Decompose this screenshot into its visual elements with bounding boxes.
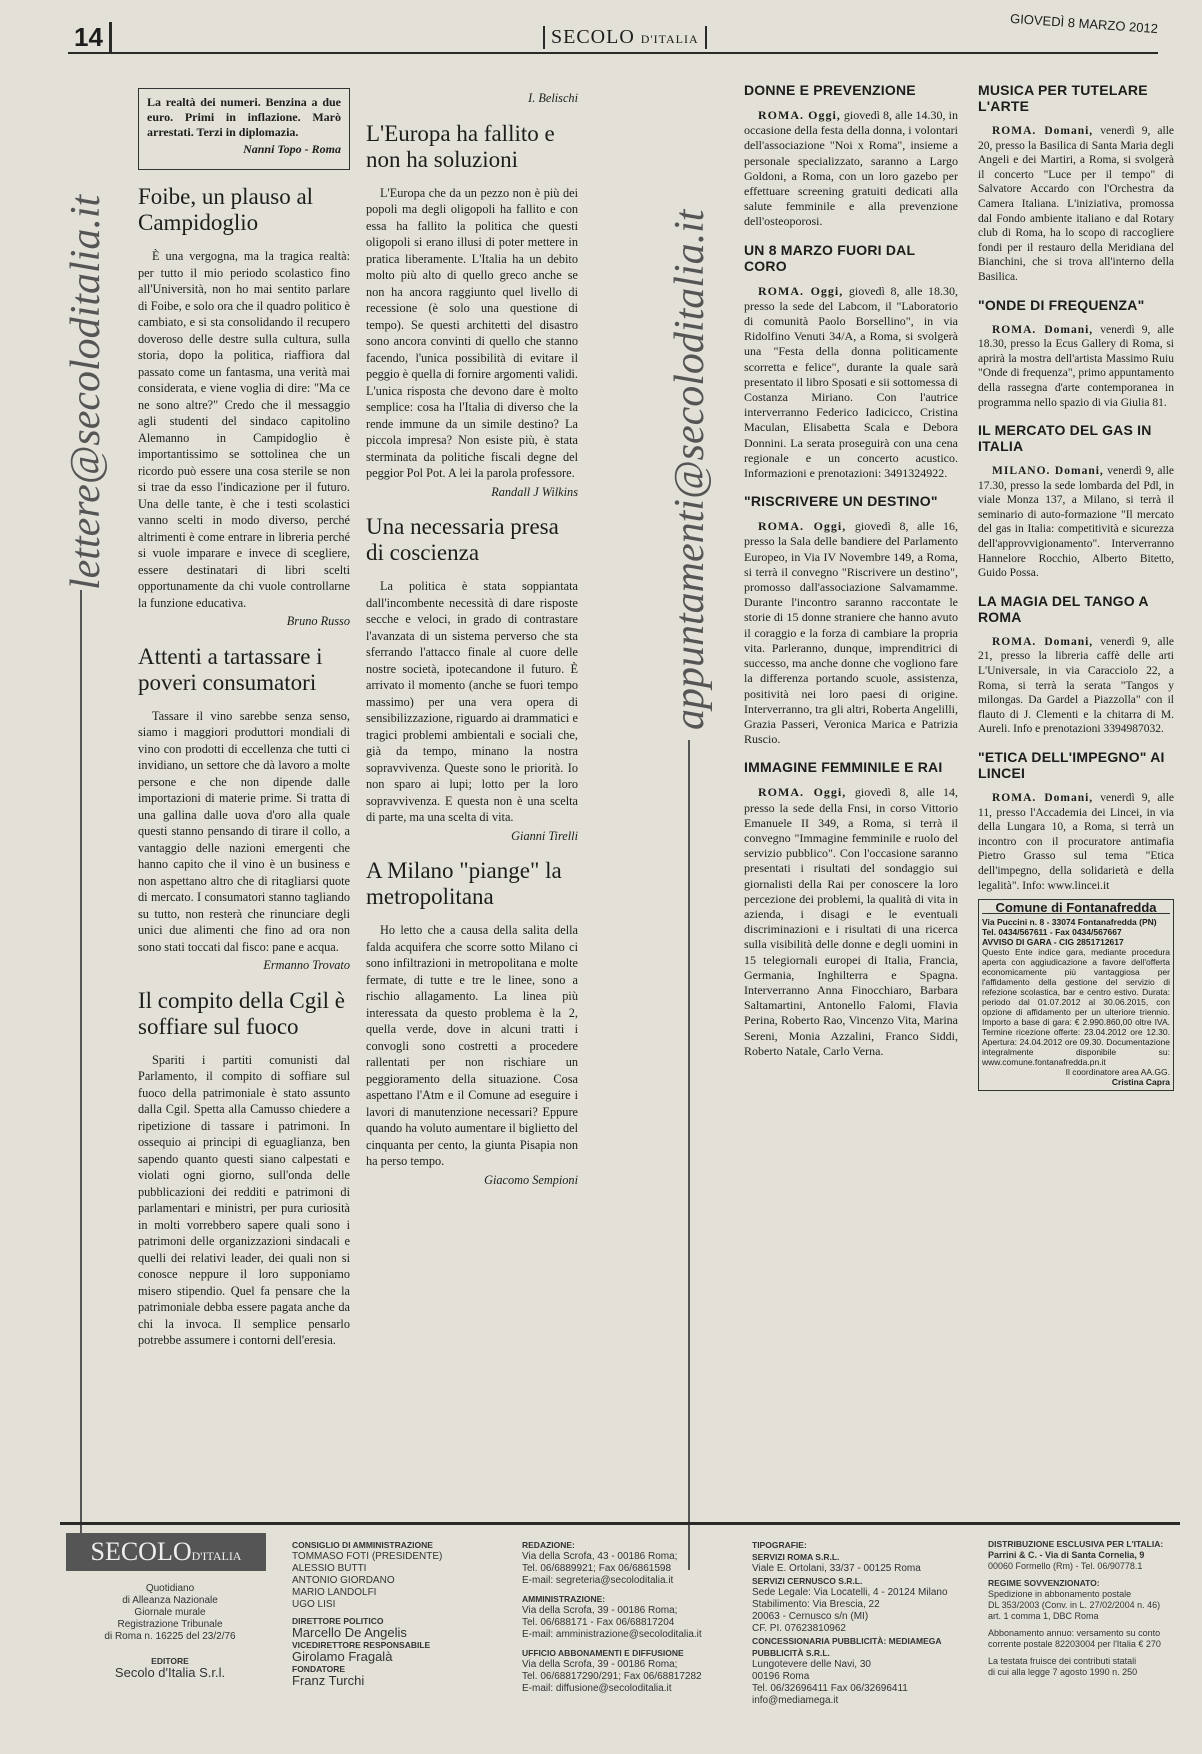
letters-column-1 — [138, 88, 350, 1351]
redazione-label: REDAZIONE: — [522, 1540, 575, 1550]
masthead-line: Giornale murale — [134, 1607, 206, 1618]
letter-body: L'Europa che da un pezzo non è più dei popoli ma degli oligopoli ha fallito e con essa ha fallito la politica che questi oligopoli si erano illusi di poter mettere in pratica liberamente. L'Italia ha un debito molto più alto di quello greco anche se non ha ancora raggiunto quel livello di recessione (è solo una questione di tempo). Se questi architetti del disastro sono ancora convinti di quello che stanno facendo, l'unica possibilità di evitare il peggio è quella di fornire argomenti validi. L'unica risposta che devono dare è molto semplice: cosa ha l'Italia di diverso che la rende immune da un simile destino? La piccola impresa? Non esiste più, è stata sterminata da politiche fiscali degne del peggior Pol Pot. A lei la parola professore. — [366, 185, 578, 480]
ad-phone: Tel. 0434/567611 - Fax 0434/567667 — [982, 927, 1122, 938]
regime-line: Spedizione in abbonamento postale — [988, 1589, 1132, 1599]
letter-article — [366, 858, 578, 1188]
board-info — [292, 1539, 492, 1687]
founder-name: Franz Turchi — [292, 1673, 365, 1688]
quote-box-text: La realtà dei numeri. Benzina a due euro. Primi in inflazione. Marò arrestati. Terzi in diplomazia. — [147, 95, 341, 139]
regime-line: La testata fruisce dei contributi statali — [988, 1656, 1137, 1666]
ad-address: Via Puccini n. 8 - 33074 Fontanafredda (PN) — [982, 917, 1157, 928]
side-rule-right — [688, 740, 690, 1570]
event-item — [744, 242, 958, 482]
contact-line: Tel. 06/688171 - Fax 06/68817204 — [522, 1617, 675, 1628]
regime-line: Abbonamento annuo: versamento su conto — [988, 1628, 1161, 1638]
print-label: TIPOGRAFIE: — [752, 1540, 807, 1550]
printing-info — [752, 1539, 972, 1707]
ad-body: Questo Ente indice gara, mediante procedura aperta con aggiudicazione a favore dell'offerta economicamente più vantaggiosa per l'affidamento della gestione del servizio di refezione scolastica, bar e centro estivo. Durata: periodo dal 01.07.2012 al 30.06.2015, con opzione di affidamento per un ulteriore triennio. Importo a base di gara: € 2.990.860,00 oltre IVA. Termine ricezione offerte: 23.04.2012 ore 12.30. Apertura: 24.04.2012 ore 09.30. Documentazione integralmente disponibile su: www.comune.fontanafredda.pn.it — [982, 947, 1170, 1068]
contact-line[interactable]: E-mail: segreteria@secoloditalia.it — [522, 1575, 674, 1586]
print-line: SERVIZI ROMA S.R.L. — [752, 1552, 840, 1562]
letter-title: Attenti a tartassare i poveri consumatori — [138, 643, 323, 695]
side-email-appointments[interactable]: appuntamenti@secoloditalia.it — [667, 209, 713, 730]
contact-line: Tel. 06/68817290/291; Fax 06/68817282 — [522, 1671, 702, 1682]
board-member: TOMMASO FOTI (PRESIDENTE) — [292, 1551, 443, 1562]
letter-signature: I. Belischi — [528, 91, 578, 105]
contact-line: Via della Scrofa, 39 - 00186 Roma; — [522, 1605, 678, 1616]
letter-title: L'Europa ha fallito e non ha soluzioni — [366, 120, 555, 172]
regime-label: REGIME SOVVENZIONATO: — [988, 1578, 1100, 1588]
ad-notice: AVVISO DI GARA - CIG 2851712617 — [982, 937, 1124, 948]
paper-logo — [66, 1533, 266, 1571]
paper-name-text: SECOLO — [551, 26, 635, 48]
contact-line: Via della Scrofa, 43 - 00186 Roma; — [522, 1551, 678, 1562]
distribution-line: Parrini & C. - Via di Santa Cornelia, 9 — [988, 1550, 1145, 1560]
founder-label: FONDATORE — [292, 1664, 346, 1674]
event-location: ROMA. Domani, — [992, 323, 1094, 336]
letter-title: A Milano "piange" la metropolitana — [366, 858, 562, 909]
letter-title: Foibe, un plauso al Campidoglio — [138, 184, 314, 235]
event-item — [744, 493, 958, 747]
masthead-line: Quotidiano — [145, 1583, 195, 1594]
regime-line: art. 1 comma 1, DBC Roma — [988, 1611, 1099, 1621]
paper-name-suffix: D'ITALIA — [640, 32, 699, 46]
event-title: "ONDE DI FREQUENZA" — [978, 296, 1145, 313]
event-item — [978, 593, 1174, 737]
masthead-info — [100, 1583, 240, 1679]
event-title: "RISCRIVERE UN DESTINO" — [744, 493, 938, 510]
editor-label: EDITORE — [151, 1656, 189, 1666]
event-item — [744, 82, 958, 230]
regime-line: DL 353/2003 (Conv. in L. 27/02/2004 n. 46) — [988, 1600, 1161, 1610]
distribution-info — [988, 1539, 1176, 1678]
letter-signature: Randall J Wilkins — [491, 484, 578, 499]
event-item — [978, 749, 1174, 893]
page-header — [68, 10, 1159, 54]
page-number: 14 — [68, 22, 112, 53]
letter-title: Una necessaria presa di coscienza — [366, 514, 559, 565]
event-title: IL MERCATO DEL GAS IN ITALIA — [978, 422, 1152, 455]
letter-body: Tassare il vino sarebbe senza senso, siamo i maggiori produttori mondiali di vino con prodotti di eccellenza che tutti ci invidiano, un settore che dà lavoro a molte persone e che non dipende dalle importazioni di materie prime. Si tratta di una gallina dalle uova d'oro alla quale questi stanno pensando di tirare il collo, a vantaggio delle nazioni emergenti che hanno capito che il vino è un business e non aspettano altro che di ritagliarsi quote di mercato. I consumatori stanno tagliando su tutto, non resterà che rinunciare degli unici due alimenti che fino ad ora non sono stati toccati dal fisco: pane e acqua. — [138, 708, 350, 954]
director-name: Marcello De Angelis — [292, 1625, 407, 1640]
print-line: 20063 - Cernusco s/n (MI) — [752, 1611, 869, 1622]
event-title: LA MAGIA DEL TANGO A ROMA — [978, 592, 1149, 625]
page-date: GIOVEDÌ 8 MARZO 2012 — [1009, 10, 1159, 37]
letter-article — [366, 514, 578, 844]
appointments-column-1 — [744, 70, 958, 1065]
event-body: venerdì 9, alle 11, presso l'Accademia dei Lincei, in via della Lungara 10, a Roma, si terrà un incontro con il procuratore antimafia Pietro Grasso sul tema "Etica dell'impegno, della solidarietà e della legalità". Info: www.lincei.it — [978, 792, 1174, 892]
event-location: ROMA. Domani, — [992, 125, 1094, 137]
letter-article — [138, 644, 350, 974]
print-line: CF. PI. 07623810962 — [752, 1623, 846, 1634]
quote-box-signature: Nanni Topo - Roma — [243, 142, 341, 156]
ad-signer: Il coordinatore area AA.GG. — [1065, 1067, 1170, 1078]
print-line: SERVIZI CERNUSCO S.R.L. — [752, 1576, 863, 1586]
logo-text: SECOLO — [90, 1537, 192, 1566]
editor-name: Secolo d'Italia S.r.l. — [114, 1665, 226, 1680]
print-line: Tel. 06/32696411 Fax 06/32696411 — [752, 1683, 908, 1694]
event-location: ROMA. Domani, — [992, 635, 1094, 648]
board-member: ANTONIO GIORDANO — [292, 1575, 395, 1586]
event-title: "ETICA DELL'IMPEGNO" AI LINCEI — [978, 749, 1165, 781]
event-location: ROMA. Domani, — [992, 792, 1094, 804]
letter-title: Il compito della Cgil è soffiare sul fuoco — [138, 987, 345, 1039]
logo-suffix: D'ITALIA — [191, 1549, 242, 1563]
letter-signature: Gianni Tirelli — [511, 828, 578, 843]
print-line: Stabilimento: Via Brescia, 22 — [752, 1599, 880, 1610]
event-title: MUSICA PER TUTELARE L'ARTE — [978, 82, 1148, 114]
letter-article — [138, 184, 350, 630]
event-item — [744, 759, 958, 1059]
regime-line: corrente postale 82203004 per l'Italia € 270 — [988, 1639, 1161, 1649]
letter-article — [366, 121, 578, 501]
print-line: CONCESSIONARIA PUBBLICITÀ: MEDIAMEGA PUBBLICITÀ S.R.L. — [752, 1636, 942, 1658]
side-email-letters[interactable]: lettere@secoloditalia.it — [63, 194, 109, 590]
event-location: MILANO. Domani, — [992, 465, 1104, 478]
letter-body: La politica è stata soppiantata dall'incombente necessità di dare risposte secche e veloci, in grado di contrastare l'avanzata di un sistema perverso che sta sferrando l'attacco finale al cuore delle nostre società, ipotecandone il futuro. È arrivato il momento (anche se fuori tempo massimo) per una vera opera di sensibilizzazione, riguardo ai drammatici e tragici problemi ambientali e sociali che, già da tempo, minano la nostra sopravvivenza. Queste sono le priorità. Io non sparo ai lupi; lotto per la loro sopravvivenza. E questa non è una scelta di parte, ma una scelta di vita. — [366, 579, 578, 824]
letter-signature: Giacomo Sempioni — [484, 1172, 578, 1187]
event-body: venerdì 9, alle 20, presso la Basilica di Santa Maria degli Angeli e dei Martiri, a Roma, si svolgerà il concerto "Luce per il tempo" di Salvatore Accardo con l'Orchestra da Camera Italiana. L'iniziativa, promossa dal Fondo ambiente italiano e dal Rotary club di Roma, ha lo scopo di raccogliere fondi per il restauro della Meridiana del Bianchini, che si trova all'interno della Basilica. — [978, 125, 1174, 283]
vice-director-name: Girolamo Fragalà — [292, 1649, 393, 1664]
event-item — [978, 422, 1174, 581]
ad-title: Comune di Fontanafredda — [982, 903, 1170, 914]
contact-line: Tel. 06/6889921; Fax 06/6861598 — [522, 1563, 672, 1574]
event-location: ROMA. Oggi, — [758, 785, 847, 800]
letter-body: Ho letto che a causa della salita della falda acquifera che scorre sotto Milano ci sono infiltrazioni in metropolitana e molte fermate, di tutte e tre le linee, sono a rischio allagamento. La linea più interessata da questo problema è la 2, quella verde, dove in alcuni tratti i convogli sono costretti a procedere rallentati per non rischiare un peggioramento della situazione. Cosa aspettano l'Atm e il Comune ad eseguire i lavori di manutenzione necessari? Eppure quando ha voluto aumentare il biglietto del cinquanta per cento, la giunta Pisapia non ha perso tempo. — [366, 923, 578, 1168]
director-label: DIRETTORE POLITICO — [292, 1616, 384, 1626]
event-body: giovedì 8, alle 14.30, in occasione della festa della donna, i volontari dell'associazione "Noi x Roma", insieme a personale specializzato, saranno a Largo Goldoni, a Roma, con un loro gazebo per effettuare screening gratuiti dedicati alla salute femminile e alla prevenzione dell'osteoporosi. — [744, 108, 959, 229]
editorial-contacts — [522, 1539, 722, 1695]
side-rule-left — [80, 590, 82, 1570]
public-notice-ad — [978, 899, 1174, 1091]
contact-line[interactable]: E-mail: amministrazione@secoloditalia.it — [522, 1629, 702, 1640]
subscriptions-label: UFFICIO ABBONAMENTI E DIFFUSIONE — [522, 1648, 684, 1658]
event-location: ROMA. Oggi, — [758, 519, 847, 534]
event-item — [978, 297, 1174, 411]
event-title: DONNE E PREVENZIONE — [744, 82, 916, 98]
print-line: Viale E. Ortolani, 33/37 - 00125 Roma — [752, 1563, 921, 1574]
board-member: ALESSIO BUTTI — [292, 1563, 367, 1574]
print-line: 00196 Roma — [752, 1671, 810, 1682]
event-title: UN 8 MARZO FUORI DAL CORO — [744, 241, 915, 274]
event-item — [978, 82, 1174, 285]
masthead-footer — [60, 1522, 1180, 1745]
board-label: CONSIGLIO DI AMMINISTRAZIONE — [292, 1540, 433, 1550]
distribution-line: 00060 Formello (Rm) - Tel. 06/90778.1 — [988, 1561, 1143, 1571]
masthead-line: Registrazione Tribunale — [117, 1619, 223, 1630]
appointments-column-2 — [978, 70, 1174, 1091]
event-body: giovedì 8, alle 16, presso la Sala delle bandiere del Parlamento Europeo, in Via IV Novembre 149, a Roma, si terrà il convegno "Riscrivere un destino", promosso dall'associazione Salvamamme. Durante l'incontro saranno raccontate le storie di 15 donne straniere che hanno avuto il coraggio e la forza di cambiare la propria vita. Parleranno, dunque, imprenditrici di successo, ma anche donne che vogliono fare la differenza portando scuole, assistenza, positività nei loro paesi di origine. Interverranno, tra gli altri, Roberta Angelilli, Grazia Passeri, Veronica Marica e Patrizia Ruscio. — [744, 519, 958, 747]
event-body: venerdì 9, alle 18.30, presso la Ecus Gallery di Roma, si aprirà la mostra dell'artista Massimo Ruiu "Onde di frequenza", primo appuntamento della rassegna d'arte contemporanea in programma nello spazio di via Giulia 81. — [978, 323, 1174, 409]
regime-line: di cui alla legge 7 agosto 1990 n. 250 — [988, 1667, 1138, 1677]
letter-article — [138, 988, 350, 1349]
event-body: venerdì 9, alle 17.30, presso la sede lombarda del Pdl, in viale Monza 137, a Milano, si terrà il seminario di auto-formazione "Il mercato del gas in Italia: competitività e sicurezza dell'approvvigionamento". Interverranno Hannelore Rocchio, Alberto Bitetto, Guido Possa. — [978, 465, 1174, 580]
board-member: MARIO LANDOLFI — [292, 1587, 377, 1598]
admin-label: AMMINISTRAZIONE: — [522, 1594, 606, 1604]
letter-body: È una vergogna, ma la tragica realtà: per tutto il mio periodo scolastico fino all'Università, non ho mai sentito parlare di Foibe, e solo ora che il quadro politico è cambiato, e si sta consolidando il recupero doveroso delle destre sulla cultura, sulla storia, dopo la politica, riaffiora dal passato come un fantasma, una verità mai considerata, e viene voglia di dire: "Ma ce ne sono altre?" Credo che il messaggio agli studenti del sindaco capitolino Alemanno in Campidoglio è importantissimo se sottolinea che un ricordo può essere una cosa sterile se non si trae da esso l'indicazione per il futuro. Una delle tante, è che i testi scolastici vanno scelti in modo diverso, perché altrimenti è come entrare in libreria perché si vuole imparare e invece di scegliere, essere destinatari di libri scelti opportunamente da chi vuole controllarne la funzione educativa. — [138, 249, 350, 610]
letter-signature: Ermanno Trovato — [263, 958, 350, 972]
distribution-label: DISTRIBUZIONE ESCLUSIVA PER L'ITALIA: — [988, 1539, 1164, 1549]
print-line[interactable]: info@mediamega.it — [752, 1695, 839, 1706]
letter-signature: Bruno Russo — [286, 614, 350, 628]
event-body: giovedì 8, alle 14, presso la sede della Fnsi, in corso Vittorio Emanuele II 349, a Roma, si terrà il convegno "Immagine femminile e ruolo del servizio pubblico". Con l'occasione saranno presentati i risultati del sondaggio sui giornalisti della Rai per conoscere la loro percezione dei problemi, la qualità di vita in azienda, i disagi e le eventuali discriminazioni e i risultati di una ricerca sulla visibilità delle donne e degli uomini in 15 telegiornali europei di Italia, Francia, Germania, Inghilterra e Spagna. Interverranno Anna Finocchiaro, Barbara Saltamartini, Antonello Falomi, Flavia Perina, Roberto Rao, Vincenzo Vita, Marina Sereni, Monia Azzalini, Franco Siddi, Roberto Natale, Carlo Verna. — [744, 785, 958, 1058]
masthead-line: di Alleanza Nazionale — [122, 1595, 218, 1606]
event-title: IMMAGINE FEMMINILE E RAI — [744, 759, 943, 776]
letter-body: Spariti i partiti comunisti dal Parlamento, il compito di soffiare sul fuoco della patrimoniale è stato assunto dalla Cgil. Spetta alla Camusso chiedere a ripetizione di tassare i patrimoni. In ossequio ai principi di eguaglianza, ben sapendo quanto questi siano calpestati e violati ogni giorno, sull'onda delle pubblicazioni dei redditi e patrimoni di parlamentari e ministri, per pura curiosità in molti vorrebbero sapere quali sono i patrimoni delle organizzazioni sindacali e quelli dei relativi leader, dei quali non si conosce neppure il loro supponiamo misero stipendio. Quel fa pensare che la patrimoniale debba essere pagata anche da chi la invoca. Il semplice pensarlo potrebbe assumere i contorni dell'eresia. — [138, 1052, 350, 1347]
event-location: ROMA. Oggi, — [758, 283, 844, 298]
event-location: ROMA. Oggi, — [758, 108, 841, 122]
board-member: UGO LISI — [292, 1599, 336, 1610]
ad-signer-name: Cristina Capra — [1111, 1077, 1170, 1088]
masthead-line: di Roma n. 16225 del 23/2/76 — [104, 1631, 236, 1642]
event-body: venerdì 9, alle 21, presso la libreria caffè delle arti L'Universale, in via Caracciolo 22, a Roma, si terrà la serata "Tangos y milongas. Da Gardel a Piazzolla" con il flauto di J. Clementi e la chitarra di M. Aureli. Info e prenotazioni 3394987032. — [978, 635, 1174, 736]
letters-column-2 — [366, 88, 578, 1194]
contact-line[interactable]: E-mail: diffusione@secoloditalia.it — [522, 1683, 672, 1694]
print-line: Lungotevere delle Navi, 30 — [752, 1659, 871, 1670]
print-line: Sede Legale: Via Locatelli, 4 - 20124 Milano — [752, 1587, 948, 1598]
vice-director-label: VICEDIRETTORE RESPONSABILE — [292, 1640, 431, 1650]
quote-box — [138, 88, 350, 170]
paper-name — [543, 26, 707, 49]
contact-line: Via della Scrofa, 39 - 00186 Roma; — [522, 1659, 678, 1670]
event-body: giovedì 8, alle 18.30, presso la sede del Labcom, il "Laboratorio di comunità Paolo Borsellino", in via Ridolfino Venuti 34/A, a Roma, si svolgerà una "Festa della donna politicamente scorretta e felice", durante la quale sarà presentato il libro Sposati e sii sottomessa di Costanza Miriano. Con l'autrice interverranno Federico Iadicicco, Cristina Maculan, Elisabetta Scala e Debora Donnini. La serata proseguirà con una cena regionale e un concerto acustico. Informazioni e prenotazioni: 3491324922. — [744, 283, 958, 481]
